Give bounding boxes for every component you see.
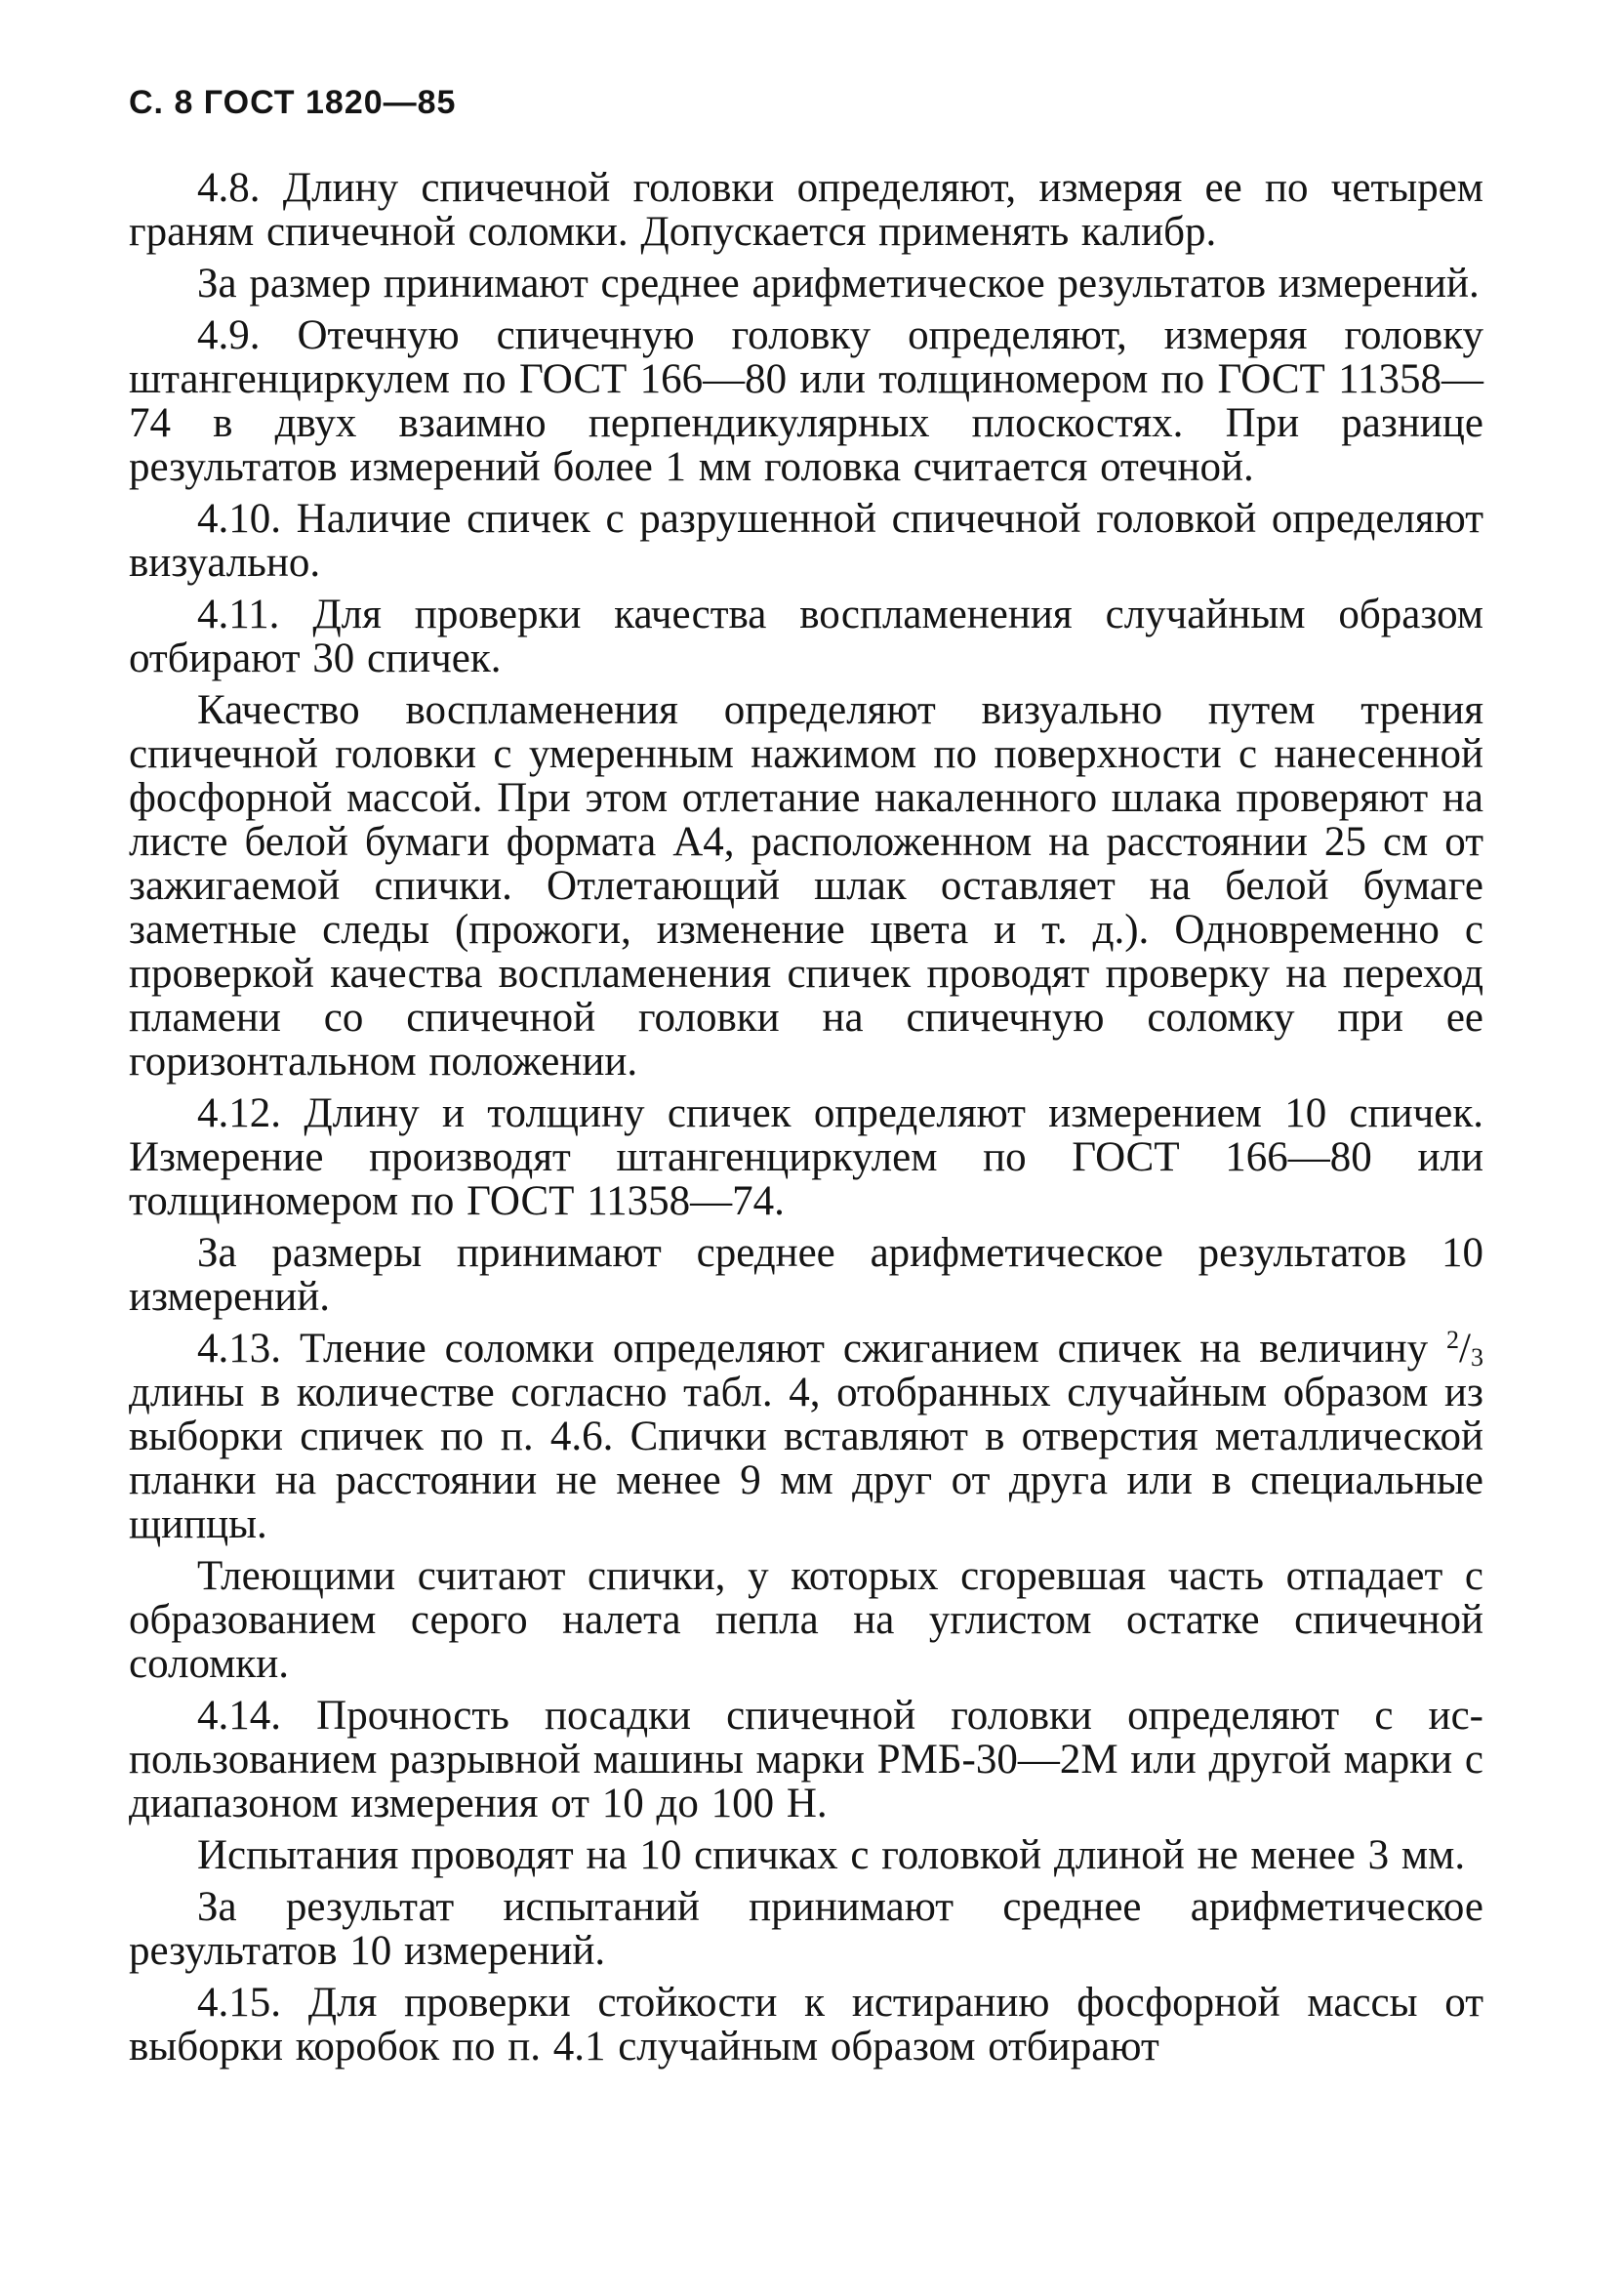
paragraph-4-9: 4.9. Отечную спичечную головку определяют, измеряя головку штангенциркулем по ГОСТ 166—80 или толщиномером по ГОСТ 11358—74 в двух взаимно перпендикулярных плоскостях. При разнице результатов измерений более 1 мм головка считается отечной.: [129, 312, 1483, 490]
paragraph-4-14-result: За результат испытаний принимают среднее арифметическое результатов 10 измерений.: [129, 1884, 1483, 1974]
page-header: С. 8 ГОСТ 1820—85: [129, 84, 457, 121]
paragraph-4-8-size: За размер принимают среднее арифметическое результатов измерений.: [197, 261, 1480, 307]
paragraph-4-15: 4.15. Для проверки стойкости к истиранию фосфорной массы от выборки коробок по п. 4.1 случайным образом отбирают: [129, 1980, 1483, 2070]
paragraph-4-11: 4.11. Для проверки качества воспламенения случайным образом отбирают 30 спичек.: [129, 592, 1483, 681]
paragraph-4-13-start: 4.13. Тление соломки определяют сжиганием спичек на величину: [197, 1326, 1447, 1372]
paragraph-4-14: 4.14. Прочность посадки спичечной головки определяют с использованием разрывной машины марки РМБ-30—2М или другой марки с диапазоном измерения от 10 до 100 Н.: [129, 1693, 1483, 1826]
fraction-numerator: 2: [1446, 1326, 1460, 1354]
paragraph-4-11-quality: Качество воспламенения определяют визуально путем трения спичечной головки с умеренным нажимом по поверхности с нанесенной фосфорной массой. При этом отлетание накаленного шлака проверяют на листе белой бумаги формата А4, расположенном на расстоянии 25 см от зажигаемой спички. Отлетающий шлак оставляет на белой бумаге заметные следы (прожоги, изменение цвета и т. д.). Одновременно с проверкой качества воспламенения спичек проводят проверку на переход пламени со спичечной головки на спичечную соломку при ее горизонтальном положении.: [129, 687, 1483, 1085]
paragraph-4-12: 4.12. Длину и толщину спичек определяют измерением 10 спичек. Измерение производят штангенциркулем по ГОСТ 166—80 или толщиномером по ГОСТ 11358—74.: [129, 1090, 1483, 1224]
paragraph-4-14-tests: Испытания проводят на 10 спичках с головкой длиной не менее 3 мм.: [197, 1832, 1466, 1878]
fraction-denominator: 3: [1471, 1343, 1483, 1372]
paragraph-4-13-end: длины в количестве согласно табл. 4, отобранных случайным образом из выборки спичек по п. 4.6. Спички вставляют в отверстия металлической планки на расстоянии не менее 9 мм друг от друга или в специальные щипцы.: [129, 1370, 1483, 1547]
document-body: [129, 166, 1483, 2076]
paragraph-4-8: 4.8. Длину спичечной головки определяют, измеряя ее по четырем граням спичечной соломки. Допускается применять калибр.: [129, 165, 1483, 255]
paragraph-4-13-smoldering: Тлеющими считают спички, у которых сгоревшая часть отпадает с образованием серого налета пепла на углистом остатке спичечной соломки.: [129, 1553, 1483, 1687]
paragraph-4-12-sizes: За размеры принимают среднее арифметическое результатов 10 измерений.: [129, 1230, 1483, 1320]
paragraph-4-10: 4.10. Наличие спичек с разрушенной спичечной головкой определяют визуально.: [129, 496, 1483, 586]
paragraph-4-13: 4.13. Тление соломки определяют сжиганием спичек на величину $^2/_3$ длины в количестве согласно табл. 4, отобранных случайным образом из выборки спичек по п. 4.6. Спички вставляют в отверстия металлической планки на расстоянии не менее 9 мм друг от друга или в специальные щипцы.: [129, 1326, 1483, 1547]
